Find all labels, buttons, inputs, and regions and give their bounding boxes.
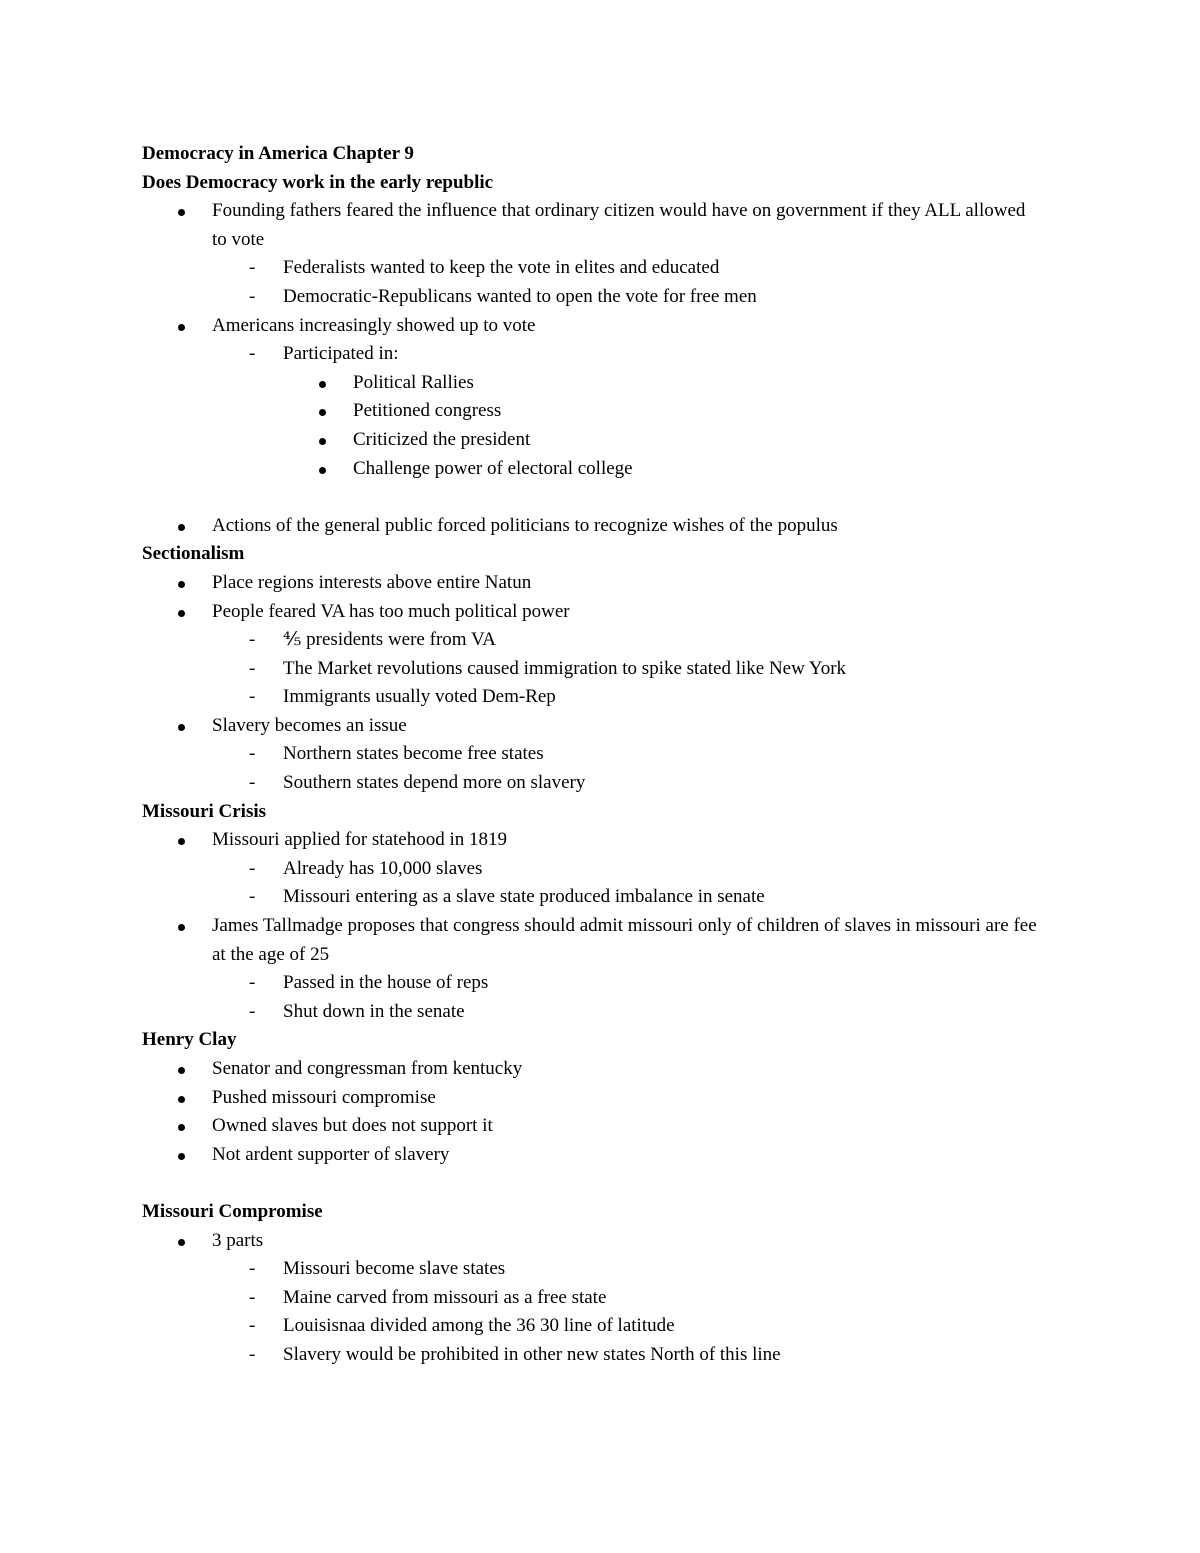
- sub-list-item: [142, 998, 1042, 1027]
- bullet-icon: [319, 369, 326, 398]
- list-item-text: James Tallmadge proposes that congress should admit missouri only of children of slaves in missouri are fee at the age of 25: [212, 915, 1037, 965]
- dash-icon: -: [249, 257, 256, 279]
- section-heading-missouri-crisis: Missouri Crisis: [142, 800, 267, 822]
- sub-list-item: [142, 883, 1042, 912]
- dash-icon: -: [249, 1315, 256, 1337]
- document-page: [142, 140, 1042, 1370]
- dash-icon: -: [249, 857, 256, 879]
- dash-icon: -: [249, 886, 256, 908]
- sub-list-item: [142, 626, 1042, 655]
- section-heading-sectionalism: Sectionalism: [142, 543, 245, 565]
- bullet-icon: [178, 1141, 185, 1170]
- dash-icon: -: [249, 772, 256, 794]
- bullet-icon: [178, 197, 185, 226]
- list-item: [142, 912, 1042, 969]
- sub-sub-list-item: [142, 455, 1042, 484]
- list-item-text: Pushed missouri compromise: [212, 1086, 436, 1108]
- sub-list-item: [142, 1255, 1042, 1284]
- sub-list-item-text: Maine carved from missouri as a free state: [283, 1286, 607, 1308]
- sub-list-item-text: Missouri entering as a slave state produced imbalance in senate: [283, 886, 765, 908]
- sub-list-item-text: Already has 10,000 slaves: [283, 857, 483, 879]
- sub-list-item: [142, 1312, 1042, 1341]
- blank-line: [142, 483, 1042, 512]
- list-item-text: People feared VA has too much political power: [212, 600, 570, 622]
- bullet-icon: [319, 426, 326, 455]
- sub-list-item: [142, 1341, 1042, 1370]
- list-item: [142, 598, 1042, 627]
- dash-icon: -: [249, 1258, 256, 1280]
- sub-list-item: [142, 283, 1042, 312]
- section-list-democracy: [142, 197, 1042, 540]
- list-item: [142, 197, 1042, 254]
- dash-icon: -: [249, 972, 256, 994]
- list-item: [142, 1112, 1042, 1141]
- list-item: [142, 1141, 1042, 1170]
- bullet-icon: [178, 1084, 185, 1113]
- list-item: [142, 1227, 1042, 1256]
- list-item-text: Owned slaves but does not support it: [212, 1115, 493, 1137]
- sub-list-item: [142, 340, 1042, 369]
- list-item-text: 3 parts: [212, 1229, 264, 1251]
- bullet-icon: [178, 1055, 185, 1084]
- sub-list-item-text: Slavery would be prohibited in other new states North of this line: [283, 1343, 781, 1365]
- document-title: Democracy in America Chapter 9: [142, 143, 414, 164]
- sub-list-item: [142, 655, 1042, 684]
- bullet-icon: [178, 912, 185, 941]
- list-item-text: Founding fathers feared the influence that ordinary citizen would have on government if they ALL allowed to vote: [212, 200, 1026, 250]
- sub-sub-list-item-text: Challenge power of electoral college: [353, 457, 633, 479]
- sub-sub-list-item: [142, 426, 1042, 455]
- dash-icon: -: [249, 686, 256, 708]
- sub-list-item: [142, 769, 1042, 798]
- dash-icon: -: [249, 1000, 256, 1022]
- bullet-icon: [178, 826, 185, 855]
- bullet-icon: [319, 397, 326, 426]
- list-item: [142, 569, 1042, 598]
- sub-list-item: [142, 254, 1042, 283]
- section-list-missouri-compromise: [142, 1227, 1042, 1370]
- list-item-text: Americans increasingly showed up to vote: [212, 314, 536, 336]
- dash-icon: -: [249, 657, 256, 679]
- section-list-missouri-crisis: [142, 826, 1042, 1026]
- list-item-text: Not ardent supporter of slavery: [212, 1143, 450, 1165]
- list-item: [142, 312, 1042, 341]
- bullet-icon: [178, 598, 185, 627]
- section-heading-democracy: Does Democracy work in the early republic: [142, 171, 494, 193]
- list-item-text: Slavery becomes an issue: [212, 714, 407, 736]
- list-item: [142, 1055, 1042, 1084]
- sub-list-item-text: The Market revolutions caused immigration to spike stated like New York: [283, 657, 847, 679]
- sub-list-item: [142, 683, 1042, 712]
- sub-list-item-text: ⅘ presidents were from VA: [283, 629, 496, 651]
- sub-sub-list-item: [142, 397, 1042, 426]
- sub-list-item: [142, 855, 1042, 884]
- sub-list-item-text: Shut down in the senate: [283, 1000, 465, 1022]
- list-item: [142, 1084, 1042, 1113]
- sub-sub-list-item: [142, 369, 1042, 398]
- dash-icon: -: [249, 629, 256, 651]
- sub-list-item-text: Immigrants usually voted Dem-Rep: [283, 686, 556, 708]
- blank-line: [142, 1169, 1042, 1198]
- bullet-icon: [178, 1227, 185, 1256]
- dash-icon: -: [249, 285, 256, 307]
- sub-list-item-text: Democratic-Republicans wanted to open the vote for free men: [283, 285, 757, 307]
- list-item: [142, 712, 1042, 741]
- section-list-henry-clay: [142, 1055, 1042, 1198]
- sub-list-item-text: Northern states become free states: [283, 743, 544, 765]
- list-item: [142, 826, 1042, 855]
- bullet-icon: [178, 312, 185, 341]
- sub-list-item: [142, 969, 1042, 998]
- list-item-text: Actions of the general public forced politicians to recognize wishes of the populus: [212, 514, 838, 536]
- bullet-icon: [319, 455, 326, 484]
- sub-list-item-text: Participated in:: [283, 343, 399, 365]
- bullet-icon: [178, 569, 185, 598]
- section-list-sectionalism: [142, 569, 1042, 798]
- section-heading-missouri-compromise: Missouri Compromise: [142, 1200, 323, 1222]
- dash-icon: -: [249, 343, 256, 365]
- sub-list-item: [142, 740, 1042, 769]
- list-item-text: Place regions interests above entire Natun: [212, 571, 532, 593]
- bullet-icon: [178, 1112, 185, 1141]
- list-item: [142, 512, 1042, 541]
- sub-list-item: [142, 1284, 1042, 1313]
- dash-icon: -: [249, 743, 256, 765]
- sub-sub-list-item-text: Political Rallies: [353, 371, 474, 393]
- section-heading-henry-clay: Henry Clay: [142, 1029, 237, 1051]
- dash-icon: -: [249, 1286, 256, 1308]
- sub-list-item-text: Passed in the house of reps: [283, 972, 489, 994]
- sub-list-item-text: Federalists wanted to keep the vote in elites and educated: [283, 257, 720, 279]
- sub-list-item-text: Southern states depend more on slavery: [283, 772, 586, 794]
- sub-list-item-text: Louisisnaa divided among the 36 30 line of latitude: [283, 1315, 675, 1337]
- bullet-icon: [178, 512, 185, 541]
- bullet-icon: [178, 712, 185, 741]
- list-item-text: Senator and congressman from kentucky: [212, 1058, 523, 1079]
- sub-sub-list-item-text: Criticized the president: [353, 428, 531, 450]
- sub-sub-list-item-text: Petitioned congress: [353, 400, 502, 422]
- dash-icon: -: [249, 1343, 256, 1365]
- list-item-text: Missouri applied for statehood in 1819: [212, 829, 507, 851]
- sub-list-item-text: Missouri become slave states: [283, 1258, 506, 1280]
